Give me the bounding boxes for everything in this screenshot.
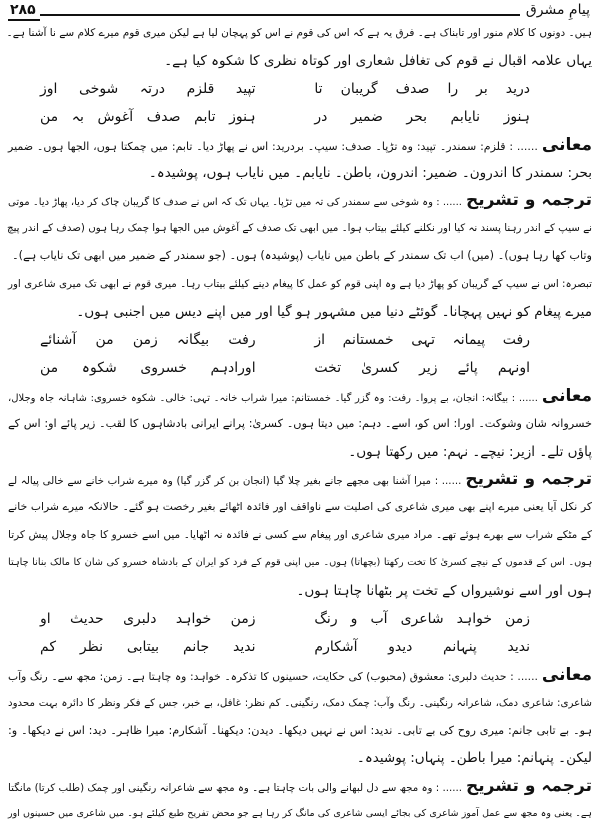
verse-line (40, 354, 530, 382)
line-text: تبصرہ: اس نے سیپ کے گریبان کو پھاڑ دیا ہے وہ اپنی قوم کو عمل کا پیغام دینے کیلئے بیتاب رہا۔ میری قوم نے ابھی تک میری شاعری اور (8, 278, 592, 291)
line-text: ...... : حدیث دلبری: معشوق (محبوب) کی حکایت، حسینوں کا تذکرہ۔ خواہد: وہ چاہتا ہے۔ زمن: مجھ سے۔ رنگ وآب (8, 669, 538, 683)
line-text: ہوں۔ اس کے قدموں کے نیچے کسریٰ کا تخت رکھتا (بچھاتا) ہوں۔ میں اپنی قوم کے فرد کو ایران کے بادشاہ خسرو کی شان کا مالک بنانا چاہتا (8, 557, 592, 569)
verse-word: کسریٰ (361, 359, 400, 376)
text-line (8, 800, 592, 828)
verse-word: اورادہم (210, 359, 256, 376)
verse-word: رفت (228, 331, 256, 348)
text-line (8, 47, 592, 75)
verse-word: اوز (40, 80, 58, 97)
text-line (8, 298, 592, 326)
verse-word: آب (370, 610, 388, 627)
verse-word: آشکارم (314, 638, 358, 655)
verse-word: شوخی (79, 80, 119, 97)
verse-word: ندید (233, 638, 256, 655)
verse-word: اونہم (497, 359, 530, 376)
hemistich-right (314, 605, 530, 633)
line-text: ہو۔ بے تابی جانم: میری روح کی بے تابی۔ ندید: اس نے نہیں دیکھا۔ دیدن: دیکھنا۔ آشکارم: میرا ظاہر۔ دید: اس نے دیکھا۔ و: (8, 723, 592, 737)
line-text: نے سیپ کے اندر رہنا پسند نہ کیا اور نکلنے کیلئے بیتاب ہوا۔ میں ابھی تک صدف کے آغوش میں الجھا ہوا چمک رہا ہوں (صدف کے اندر پیچ (6, 222, 592, 235)
verse-word: تابم (194, 108, 216, 125)
verse-word: درید (505, 80, 530, 97)
verse-word: صدف (146, 108, 181, 125)
text-line (8, 717, 592, 745)
line-text: کر نکل آیا یعنی میرے اپنے بھی میری شاعری کی اصلیت سے ناواقف اور فائدہ اٹھائے بغیر رخصت ہو گئے۔ حالانکہ میرے شراب خانے (8, 500, 592, 514)
section-heading-line (8, 131, 592, 159)
verse-word: شاعری (400, 610, 444, 627)
verse-word: شکوہ (81, 359, 117, 376)
hemistich-right (314, 75, 530, 103)
verse-word: زیر (419, 359, 438, 376)
section-heading-line (8, 772, 592, 800)
hemistich-left (40, 75, 256, 103)
verse-word: زمن (230, 610, 256, 627)
verse-word: تپید (235, 80, 256, 97)
section-label: ترجمہ و تشریح (466, 776, 592, 797)
verse-word: زمن (505, 610, 530, 627)
verse-word: خواہد (456, 610, 492, 627)
verse-word: درتہ (139, 80, 165, 97)
section-heading-line (8, 382, 592, 410)
verse-line (40, 605, 530, 633)
verse-word: او (40, 610, 51, 627)
verse-word: بر (476, 80, 488, 97)
section-label: معانی (541, 664, 592, 685)
text-line (8, 577, 592, 605)
text-line (8, 438, 592, 466)
verse-word: خسروی (140, 359, 187, 376)
line-text: ...... : قلزم: سمندر۔ تپید: وہ تڑپا۔ صدف: سیپ۔ بردرید: اس نے پھاڑ دیا۔ تابم: میں چمکتا ہوں، الجھا ہوں۔ ضمیر (8, 139, 538, 153)
verse-word: آغوش (97, 108, 134, 125)
verse-word: من (40, 108, 59, 125)
verse-word: خواہد (175, 610, 212, 627)
verse-word: و (350, 610, 358, 627)
line-text: ...... : وہ مجھ سے دل لبھانے والی بات چاہتا ہے۔ وہ مجھ سے شاعرانہ رنگینی اور چمک (طلب کرتا) مانگتا (8, 782, 463, 795)
verse-word: تا (314, 80, 323, 97)
verse-word: تخت (314, 359, 342, 376)
verse-word: ضمیر (350, 108, 383, 125)
hemistich-left (40, 354, 256, 382)
header-rule (8, 14, 590, 16)
verse-line (40, 633, 530, 661)
section-label: معانی (541, 385, 592, 406)
text-line (8, 242, 592, 270)
section-heading-line (8, 661, 592, 689)
verse-word: گریبان (340, 80, 378, 97)
section-heading-line (8, 465, 592, 493)
verse-word: ندید (507, 638, 530, 655)
hemistich-left (40, 633, 256, 661)
verse-word: تہی (411, 331, 435, 348)
line-text: ہے۔ یعنی وہ مجھ سے عمل آموز شاعری کی بجائے ایسی شاعری کی مانگ کر رہا ہے جو محض تفریح طبع کیلئے ہو۔ میں شاعری میں حسینوں اور (8, 808, 592, 820)
verse-word: دلبری (123, 610, 157, 627)
text-line (8, 521, 592, 549)
verse-word: ہنوز (229, 108, 256, 125)
section-label: معانی (541, 134, 592, 155)
line-text: ...... : بیگانہ: انجان، بے پروا۔ رفت: وہ گزر گیا۔ خمستانم: میرا شراب خانہ۔ تہی: خالی۔ شکوہ خسروی: شاہانہ جاہ وجلال، (8, 392, 538, 404)
verse-word: بیگانہ (176, 331, 210, 348)
verse-word: من (95, 331, 114, 348)
verse-word: بہ (71, 108, 84, 125)
line-text: ہوں اور اسے نوشیرواں کے تخت پر بٹھانا چاہتا ہوں۔ (296, 583, 592, 599)
verse-word: جانم (183, 638, 210, 655)
verse-word: صدف (395, 80, 430, 97)
verse-word: حدیث (70, 610, 104, 627)
verse-word: پیمانہ (452, 331, 486, 348)
verse-word: پائے (457, 359, 478, 376)
hemistich-right (314, 633, 530, 661)
verse-word: از (314, 331, 326, 348)
verse-word: رفت (502, 331, 530, 348)
line-text: بحر: سمندر کا اندرون۔ ضمیر: اندرون، باطن۔ نایابم۔ میں نایاب ہوں، پوشیدہ۔ (148, 164, 592, 181)
line-text: ...... : میرا آشنا بھی مجھے جانے بغیر چلا گیا (انجان بن کر گزر گیا) وہ میرے شراب خانے سے خالی پیالہ لے (8, 475, 462, 488)
verse-word: رنگ (314, 610, 338, 627)
line-text: ...... : وہ شوخی سے سمندر کی تہ میں تڑپا۔ یہاں تک کہ اس نے صدف کا گریبان چاک کر دیا، پھاڑ دیا۔ موتی (8, 197, 462, 209)
line-text: وتاب کھا رہا ہوں)۔ (میں) اب تک سمندر کے باطن میں نایاب (پوشیدہ) ہوں۔ (جو سمندر کے ضمیر میں ابھی تک نایاب ہے)۔ (12, 249, 592, 263)
verse-word: آشنائے (40, 331, 77, 348)
text-line (8, 744, 592, 772)
verse-word: دیدو (388, 638, 413, 655)
text-line (8, 159, 592, 187)
hemistich-right (314, 326, 530, 354)
verse-word: زمن (132, 331, 158, 348)
text-line (8, 270, 592, 298)
line-text: خسروانہ شان وشوکت۔ اورا: اس کو، اسے۔ دہم: میں دیتا ہوں۔ کسریٰ: پرانے ایرانی بادشاہوں کا لقب۔ زیر پائے او: اس کے (8, 416, 592, 430)
hemistich-left (40, 326, 256, 354)
section-heading-line (8, 186, 592, 214)
verse-word: نایابم (450, 108, 481, 125)
line-text: میرے پیغام کو نہیں پہچانا۔ گوئٹے دنیا میں مشہور ہو گیا اور میں اپنے دیس میں اجنبی ہوں۔ (76, 304, 592, 320)
verse-word: پنہانم (443, 638, 477, 655)
verse-word: بحر (406, 108, 428, 125)
line-text: کے مٹکے شراب سے بھرے ہوئے تھے۔ مراد میری شاعری اور پیغام سے کسی نے فائدہ نہ اٹھایا۔ میں اسے خسرو کا جاہ وجلال پیش کرتا (8, 529, 592, 542)
book-title: پیامِ مشرق (520, 2, 590, 18)
section-label: ترجمہ و تشریح (465, 469, 592, 490)
verse-word: خمستانم (342, 331, 394, 348)
text-line (8, 689, 592, 717)
hemistich-left (40, 605, 256, 633)
verse-word: را (447, 80, 459, 97)
page-number: ۲۸۵ (8, 2, 40, 21)
line-text: ہیں۔ دونوں کا کلام منور اور تابناک ہے۔ فرق یہ ہے کہ اس کی قوم نے اس کو پہچان لیا ہے لیکن میری قوم میرے کلام سے نا آشنا ہے۔ (6, 27, 592, 39)
text-line (8, 493, 592, 521)
line-text: شاعری: شاعری دمک، شاعرانہ رنگینی۔ رنگ وآب: چمک دمک، رنگینی۔ کم نظر: غافل، بے خبر، جس کے فکر ونظر کا دائرہ بہت محدود (8, 696, 592, 709)
verse-word: بیتابی (126, 638, 160, 655)
hemistich-right (314, 103, 530, 131)
section-label: ترجمہ و تشریح (465, 190, 592, 211)
line-text: یہاں علامہ اقبال نے قوم کی تغافل شعاری اور کوتاہ نظری کا شکوہ کیا ہے۔ (164, 52, 592, 69)
line-text: پاؤں تلے۔ ازیر: نیچے۔ نہم: میں رکھتا ہوں۔ (348, 443, 592, 460)
text-line (8, 214, 592, 242)
verse-word: قلزم (186, 80, 215, 97)
text-line (8, 549, 592, 577)
hemistich-left (40, 103, 256, 131)
verse-word: در (314, 108, 328, 125)
verse-word: نظر (79, 638, 103, 655)
hemistich-right (314, 354, 530, 382)
text-line (8, 410, 592, 438)
verse-line (40, 75, 530, 103)
text-line (8, 19, 592, 47)
verse-word: کم (40, 638, 56, 655)
verse-line (40, 326, 530, 354)
verse-word: ہنوز (503, 108, 530, 125)
verse-word: من (40, 359, 59, 376)
line-text: لیکن۔ پنہانم: میرا باطن۔ پنہاں: پوشیدہ۔ (356, 750, 592, 767)
verse-line (40, 103, 530, 131)
